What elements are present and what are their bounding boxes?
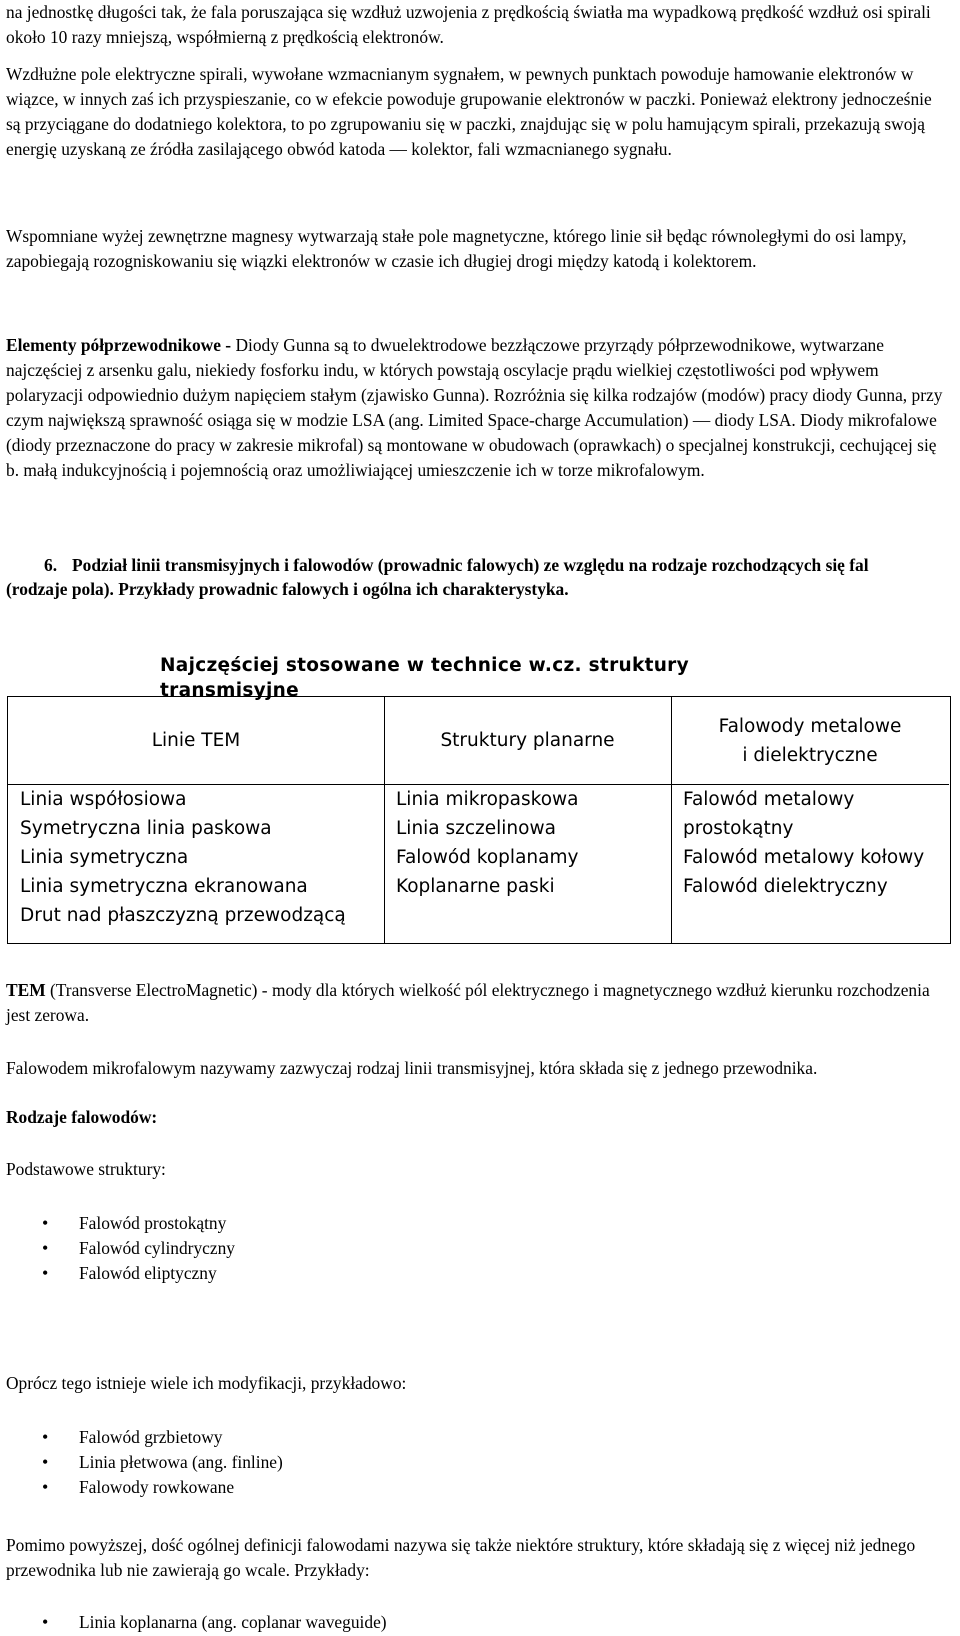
basic-structures-label: Podstawowe struktury: xyxy=(6,1159,166,1179)
list-item: Linia symetryczna ekranowana xyxy=(20,876,308,897)
list-item: • Falowód grzbietowy xyxy=(6,1425,950,1450)
list-item: Symetryczna linia paskowa xyxy=(20,818,272,839)
column-items xyxy=(396,785,665,901)
list-item: Falowód metalowy xyxy=(683,789,855,810)
basic-structures-list xyxy=(6,1211,950,1286)
figure-title: Najczęściej stosowane w technice w.cz. struktury transmisyjne xyxy=(160,655,689,701)
paragraph-tem-definition xyxy=(6,978,950,1028)
column-header: Linie TEM xyxy=(8,697,384,785)
tem-text: (Transverse ElectroMagnetic) - mody dla których wielkość pól elektrycznego i magnetycznego wzdłuż kierunku rozchodzenia jest zerowa. xyxy=(6,980,930,1025)
list-item: Koplanarne paski xyxy=(396,876,555,897)
column-header: Falowody metalowe i dielektryczne xyxy=(671,697,949,785)
column-header: Struktury planarne xyxy=(384,697,671,785)
semiconductor-label: Elementy półprzewodnikowe - xyxy=(6,335,236,355)
list-item: prostokątny xyxy=(683,818,794,839)
list-item: • Linia koplanarna (ang. coplanar waveguide) xyxy=(6,1610,950,1635)
paragraph-electron-bunching: Wzdłużne pole elektryczne spirali, wywołane wzmacnianym sygnałem, w pewnych punktach powoduje hamowanie elektronów w wiązce, w innych zaś ich przyspieszanie, co w efekcie powoduje grupowanie elektronów w paczki. Ponieważ elektrony jednocześnie są przyciągane do dodatniego kolektora, to po zgrupowaniu się w paczki, znajdując się w polu hamującym spirali, przekazują swoją energię uzyskaną ze źródła zasilającego obwód katoda — kolektor, fali wzmacnianego sygnału. xyxy=(6,64,932,159)
section-heading xyxy=(6,553,906,601)
list-item: • Falowód eliptyczny xyxy=(6,1261,950,1286)
list-item: Falowód koplanamy xyxy=(396,847,579,868)
paragraph-waveguide-definition: Falowodem mikrofalowym nazywamy zazwyczaj rodzaj linii transmisyjnej, która składa się z jednego przewodnika. xyxy=(6,1058,818,1078)
modifications-label: Oprócz tego istnieje wiele ich modyfikacji, przykładowo: xyxy=(6,1373,407,1393)
tem-label: TEM xyxy=(6,980,46,1000)
list-item: Linia symetryczna xyxy=(20,847,189,868)
column-items xyxy=(683,785,943,901)
list-item: Falowód dielektryczny xyxy=(683,876,888,897)
list-item: Linia mikropaskowa xyxy=(396,789,579,810)
section-title: Podział linii transmisyjnych i falowodów (prowadnic falowych) ze względu na rodzaje rozchodzących się fal (rodzaje pola). Przykłady prowadnic falowych i ogólna ich charakterystyka. xyxy=(6,555,869,599)
examples-list xyxy=(6,1610,950,1635)
transmission-structures-table xyxy=(7,696,951,944)
column-waveguides xyxy=(671,697,949,943)
column-items xyxy=(20,785,378,930)
list-item: Linia współosiowa xyxy=(20,789,187,810)
list-item: • Falowody rowkowane xyxy=(6,1475,950,1500)
section-number: 6. xyxy=(44,555,58,575)
column-tem-lines xyxy=(8,697,385,943)
list-item: Drut nad płaszczyzną przewodzącą xyxy=(20,905,346,926)
semiconductor-text: Diody Gunna są to dwuelektrodowe bezzłączowe przyrządy półprzewodnikowe, wytwarzane najczęściej z arsenku galu, niekiedy fosforku indu, w których powstają oscylacje prądu wielkiej częstotliwości pod wpływem polaryzacji odpowiednio dużym napięciem stałym (zjawisko Gunna). Rozróżnia się kilka rodzajów (modów) pracy diody Gunna, przy czym największą sprawność osiąga się w modzie LSA (ang. Limited Space-charge Accumulation) — diody LSA. Diody mikrofalowe (diody przeznaczone do pracy w zakresie mikrofal) są montowane w obudowach (oprawkach) o specjalnej konstrukcji, cechującej się b. małą indukcyjnością i pojemnością oraz umożliwiającej umieszczenie ich w torze mikrofalowym. xyxy=(6,335,943,480)
column-planar-structures xyxy=(384,697,672,943)
paragraph-other-structures: Pomimo powyższej, dość ogólnej definicji falowodami nazywa się także niektóre struktury, które składają się z więcej niż jednego przewodnika lub nie zawierają go wcale. Przykłady: xyxy=(6,1535,916,1580)
modifications-list xyxy=(6,1425,950,1500)
list-item: Linia szczelinowa xyxy=(396,818,556,839)
paragraph-semiconductor xyxy=(6,333,950,483)
paragraph-magnets: Wspomniane wyżej zewnętrzne magnesy wytwarzają stałe pole magnetyczne, którego linie sił będąc równoległymi do osi lampy, zapobiegają rozogniskowaniu się wiązki elektronów w czasie ich długiej drogi między katodą i kolektorem. xyxy=(6,226,907,271)
list-item: • Linia płetwowa (ang. finline) xyxy=(6,1450,950,1475)
paragraph-helix-velocity: na jednostkę długości tak, że fala poruszająca się wzdłuż uzwojenia z prędkością światła ma wypadkową prędkość wzdłuż osi spirali około 10 razy mniejszą, współmierną z prędkością elektronów. xyxy=(6,2,931,47)
list-item: • Falowód prostokątny xyxy=(6,1211,950,1236)
list-item: • Falowód cylindryczny xyxy=(6,1236,950,1261)
list-item: Falowód metalowy kołowy xyxy=(683,847,925,868)
waveguide-types-heading: Rodzaje falowodów: xyxy=(6,1107,158,1127)
